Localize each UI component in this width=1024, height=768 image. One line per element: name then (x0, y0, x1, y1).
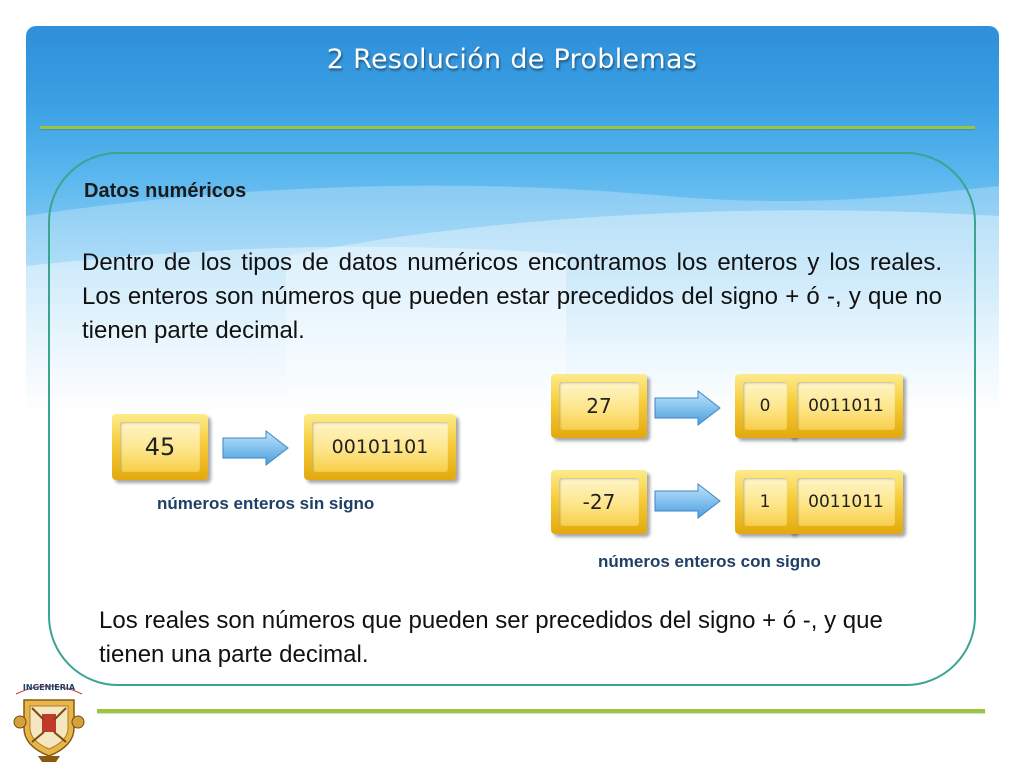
decimal-value: 45 (120, 422, 200, 472)
title-underline (40, 126, 975, 129)
reals-paragraph: Los reales son números que pueden ser precedidos del signo + ó -, y que tienen una parte decimal. (99, 607, 883, 668)
arrow-right-icon (654, 390, 722, 426)
footer-rule (97, 709, 985, 713)
decimal-value: -27 (559, 478, 639, 526)
magnitude-value: 0011011 (797, 382, 895, 430)
faculty-of-engineering-crest-icon (8, 676, 90, 764)
magnitude-value: 0011011 (797, 478, 895, 526)
logo-text: INGENIERIA (22, 683, 76, 692)
slide-title: 2 Resolución de Problemas (326, 44, 698, 75)
decimal-box-negative (551, 470, 647, 534)
section-heading: Datos numéricos (84, 180, 247, 202)
intro-paragraph: Dentro de los tipos de datos numéricos encontramos los enteros y los reales. Los enteros son números que pueden estar precedidos del signo + ó -, y que no tienen parte decimal. (82, 249, 942, 344)
sign-bit-value: 1 (743, 478, 787, 526)
sign-bit-box-negative (735, 470, 795, 534)
unsigned-caption: números enteros sin signo (157, 494, 375, 513)
magnitude-box-positive (789, 374, 903, 438)
decimal-value: 27 (559, 382, 639, 430)
arrow-right-icon (222, 430, 290, 466)
binary-box-unsigned (304, 414, 456, 480)
binary-value: 00101101 (312, 422, 448, 472)
arrow-right-icon (654, 483, 722, 519)
decimal-box-positive (551, 374, 647, 438)
sign-bit-value: 0 (743, 382, 787, 430)
signed-caption: números enteros con signo (598, 552, 821, 571)
magnitude-box-negative (789, 470, 903, 534)
sign-bit-box-positive (735, 374, 795, 438)
decimal-box-unsigned (112, 414, 208, 480)
